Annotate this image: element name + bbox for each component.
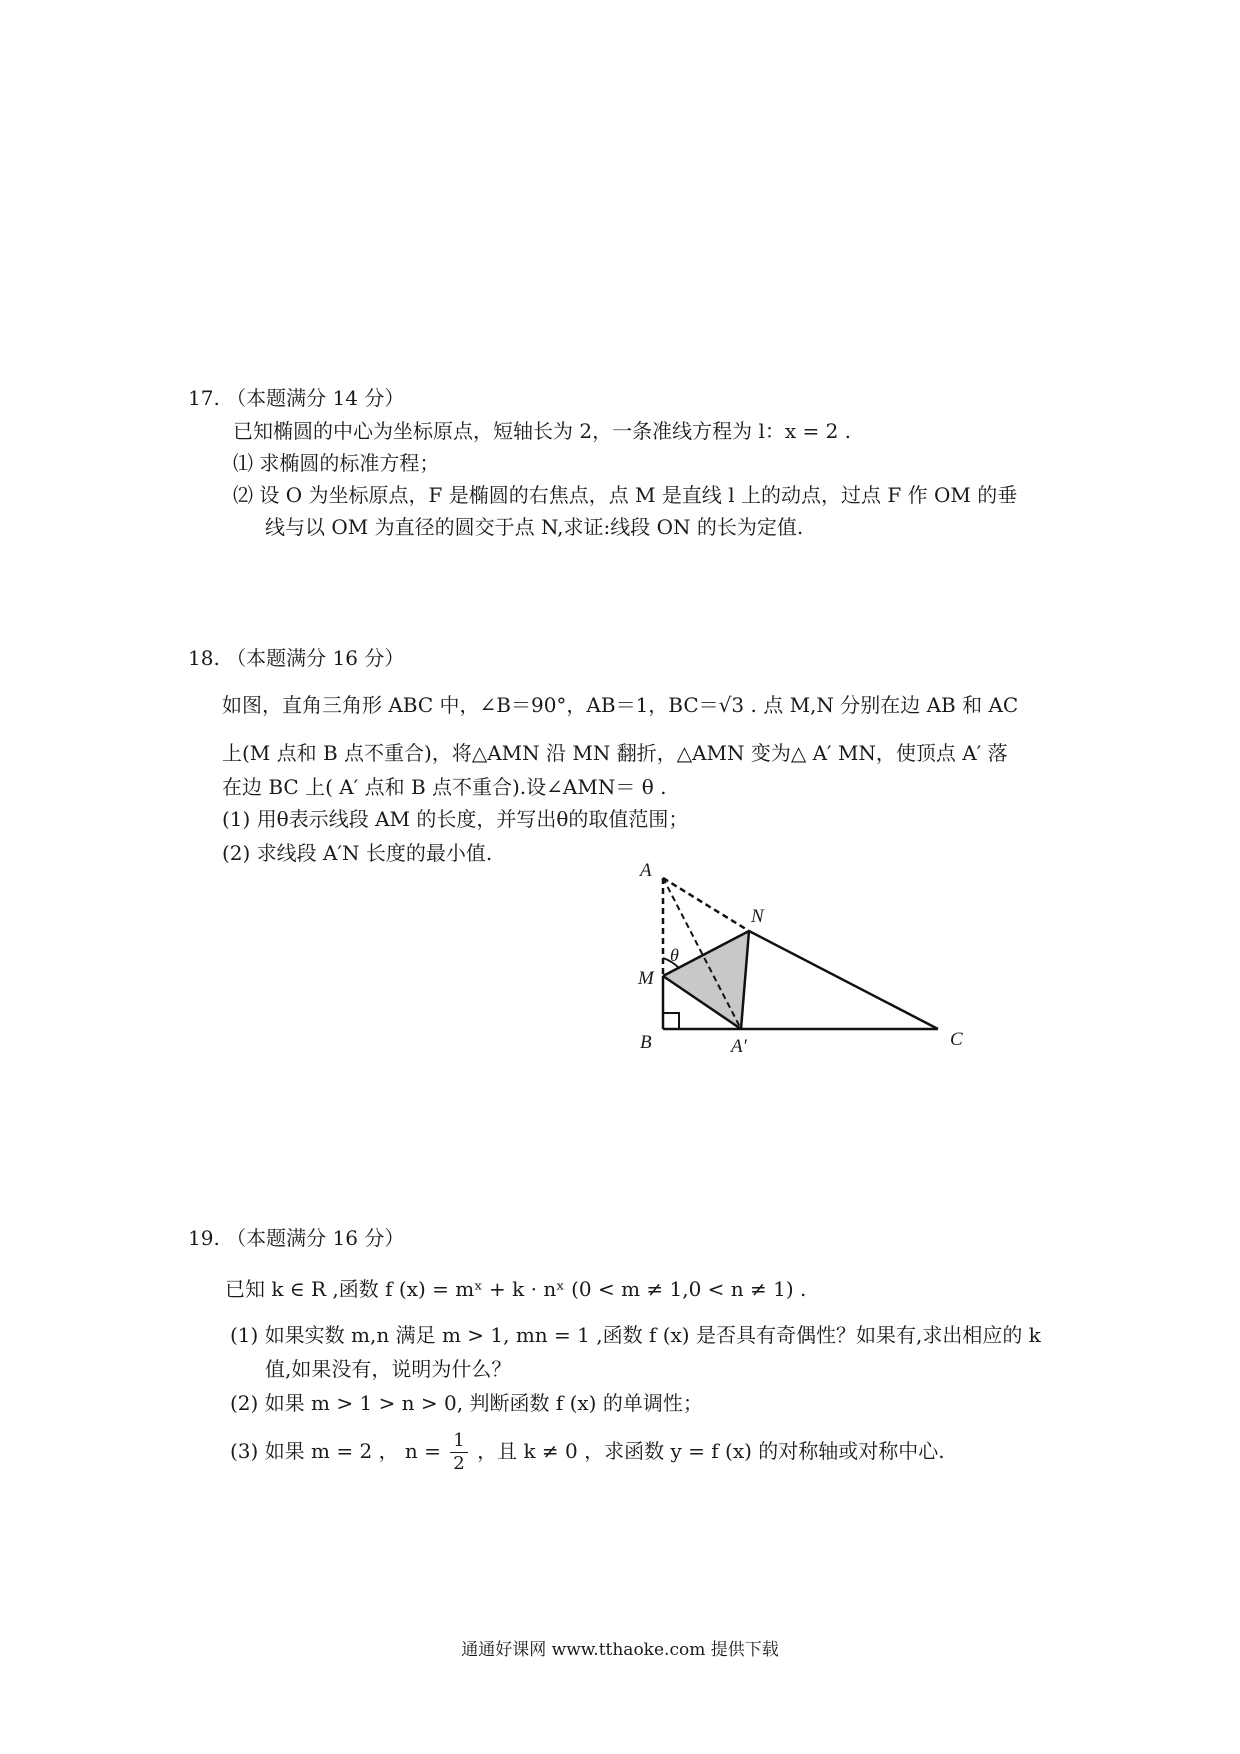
q19-number: 19. [188, 1226, 220, 1250]
q19-stem: 已知 k ∈ R ,函数 f (x) = mˣ + k · nˣ (0 < m ≠ 1,0 < n ≠ 1) . [225, 1277, 807, 1301]
q18-stem-line3: 在边 BC 上( A′ 点和 B 点不重合).设∠AMN＝ θ . [222, 775, 667, 799]
label-a-prime: A′ [731, 1036, 747, 1057]
q19-part3 [230, 1425, 945, 1477]
label-c: C [950, 1029, 963, 1050]
q19-part2: (2) 如果 m > 1 > n > 0, 判断函数 f (x) 的单调性； [230, 1391, 703, 1415]
q17-part2-line1: ⑵ 设 O 为坐标原点，F 是椭圆的右焦点，点 M 是直线 l 上的动点，过点 F 作 OM 的垂 [233, 483, 1018, 507]
fraction-one-half [450, 1430, 467, 1475]
q19-part3-prefix: (3) 如果 m = 2 ， n = [230, 1439, 441, 1463]
q17-part2-line2: 线与以 OM 为直径的圆交于点 N,求证:线段 ON 的长为定值. [265, 515, 804, 539]
q18-stem-line1: 如图，直角三角形 ABC 中，∠B＝90°，AB＝1，BC＝√3 . 点 M,N 分别在边 AB 和 AC [222, 693, 1019, 717]
q18-part1: (1) 用θ表示线段 AM 的长度，并写出θ的取值范围； [222, 807, 689, 831]
q19-header [188, 1225, 404, 1251]
q18-header [188, 645, 404, 671]
q19-part3-suffix: ，且 k ≠ 0 ，求函数 y = f (x) 的对称轴或对称中心. [477, 1439, 945, 1463]
side-nc [749, 931, 938, 1029]
dashed-an [663, 878, 749, 931]
triangle-figure [630, 860, 990, 1080]
q18-number: 18. [188, 646, 220, 670]
q17-stem: 已知椭圆的中心为坐标原点，短轴长为 2，一条准线方程为 l：x = 2 . [233, 419, 852, 443]
q19-score: （本题满分 16 分） [226, 1226, 405, 1250]
page-footer: 通通好课网 www.tthaoke.com 提供下载 [461, 1640, 779, 1660]
q17-score: （本题满分 14 分） [226, 386, 405, 410]
q19-part1-line2: 值,如果没有，说明为什么？ [265, 1357, 512, 1381]
label-b: B [640, 1032, 652, 1053]
q17-number: 17. [188, 386, 220, 410]
right-angle-marker [663, 1013, 679, 1029]
fraction-denominator: 2 [453, 1453, 465, 1474]
label-a: A [640, 860, 652, 881]
q18-stem-line2: 上(M 点和 B 点不重合)，将△AMN 沿 MN 翻折，△AMN 变为△ A′ MN，使顶点 A′ 落 [222, 741, 1008, 765]
label-m: M [638, 968, 654, 989]
q17-part1: ⑴ 求椭圆的标准方程； [233, 451, 440, 475]
label-theta: θ [670, 945, 679, 965]
q18-score: （本题满分 16 分） [226, 646, 405, 670]
q18-part2: (2) 求线段 A′N 长度的最小值. [222, 841, 493, 865]
q17-header [188, 385, 404, 411]
fraction-numerator: 1 [450, 1430, 467, 1453]
q19-part1-line1: (1) 如果实数 m,n 满足 m > 1, mn = 1 ,函数 f (x) 是否具有奇偶性？如果有,求出相应的 k [230, 1323, 1041, 1347]
label-n: N [751, 906, 764, 927]
